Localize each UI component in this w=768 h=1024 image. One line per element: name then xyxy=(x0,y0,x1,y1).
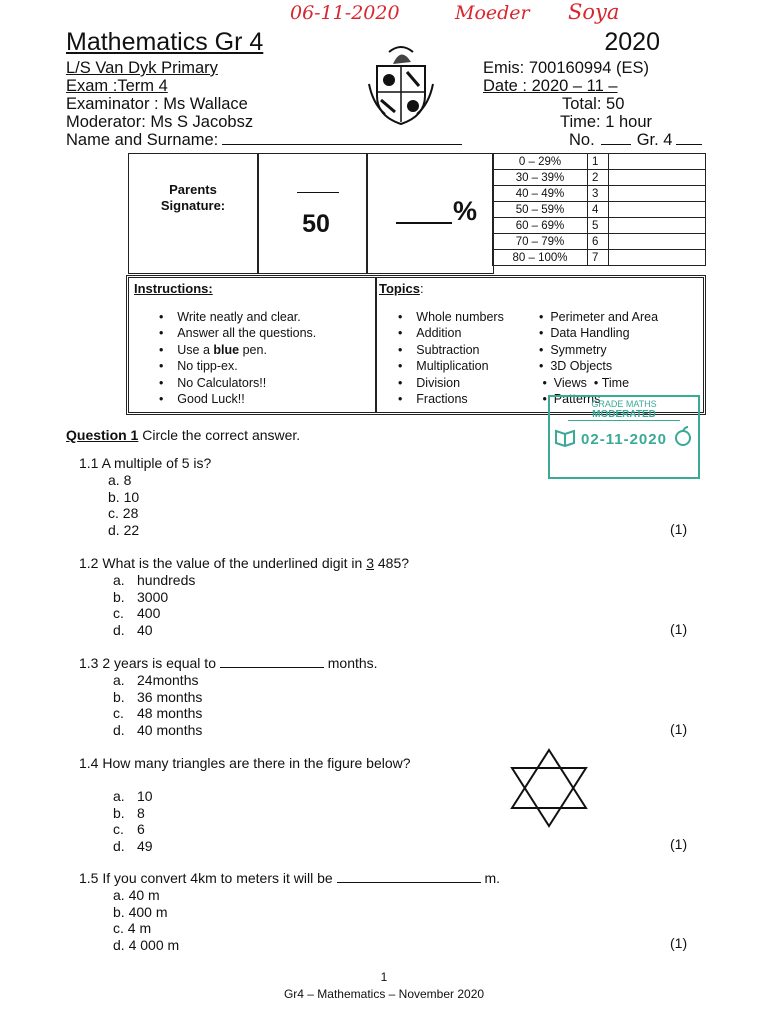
moderator: Moderator: Ms S Jacobsz xyxy=(66,113,254,131)
level-mark-cell xyxy=(609,186,706,202)
total-marks: Total: 50 xyxy=(562,95,625,113)
level-number: 6 xyxy=(588,234,609,250)
instructions-topics-box xyxy=(126,275,706,415)
option: c. 4 m xyxy=(113,920,152,937)
handwritten-moderator: Moeder xyxy=(455,2,530,24)
level-table xyxy=(492,153,706,266)
total-out-of: 50 xyxy=(302,210,330,238)
mark-1-2: (1) xyxy=(670,621,688,637)
option: c. 6 xyxy=(113,821,145,838)
exam-date: Date : 2020 – 11 – xyxy=(483,77,618,95)
options-1-4 xyxy=(113,788,153,854)
stamp-date: 02-11-2020 xyxy=(581,431,667,448)
level-number: 3 xyxy=(588,186,609,202)
stamp-label: MODERATED xyxy=(568,409,680,421)
question-1-3: 1.3 2 years is equal to months. xyxy=(79,655,378,671)
question-1-5: 1.5 If you convert 4km to meters it will be m. xyxy=(79,870,501,886)
option: d. 40 months xyxy=(113,721,203,738)
options-1-1 xyxy=(108,472,139,538)
level-range: 30 – 39% xyxy=(493,170,588,186)
list-item: • Division xyxy=(398,375,461,390)
list-item: • Views • Time xyxy=(539,375,630,390)
options-1-3 xyxy=(113,672,202,738)
options-1-2 xyxy=(113,572,195,638)
list-item: • Fractions xyxy=(398,392,468,407)
apple-icon xyxy=(672,425,694,447)
page-title: Mathematics Gr 4 xyxy=(66,28,264,56)
option: d. 49 xyxy=(113,837,153,854)
exam-time: Time: 1 hour xyxy=(560,113,653,131)
parents-signature-label: Parents Signature: xyxy=(160,182,226,213)
handwritten-date: 06-11-2020 xyxy=(290,2,400,24)
school-crest-logo xyxy=(367,44,435,126)
school-name: L/S Van Dyk Primary xyxy=(66,59,218,77)
instructions-list xyxy=(159,309,316,407)
table-row xyxy=(493,154,706,170)
level-mark-cell xyxy=(609,250,706,266)
option: b. 36 months xyxy=(113,688,203,705)
options-1-5 xyxy=(113,887,179,953)
list-item: • No tipp-ex. xyxy=(159,359,238,374)
table-row xyxy=(493,218,706,234)
list-item: • Multiplication xyxy=(398,359,489,374)
list-item: • Perimeter and Area xyxy=(539,310,659,324)
level-mark-cell xyxy=(609,170,706,186)
level-number: 2 xyxy=(588,170,609,186)
list-item: • Subtraction xyxy=(398,342,480,357)
level-range: 50 – 59% xyxy=(493,202,588,218)
option: d. 4 000 m xyxy=(113,936,180,953)
level-mark-cell xyxy=(609,218,706,234)
page-number: 1 xyxy=(380,970,388,984)
book-icon xyxy=(554,425,576,447)
list-item: • No Calculators!! xyxy=(159,375,267,390)
topics-heading: Topics: xyxy=(379,281,424,296)
table-row xyxy=(493,234,706,250)
percent-line xyxy=(396,222,452,224)
option: d. 40 xyxy=(113,621,153,638)
list-item: • Addition xyxy=(398,326,462,341)
list-item: • Answer all the questions. xyxy=(159,326,317,341)
topics-list-2 xyxy=(539,309,658,407)
list-item: • Good Luck!! xyxy=(159,392,245,407)
option: b. 8 xyxy=(113,804,145,821)
table-row xyxy=(493,202,706,218)
list-item: • Symmetry xyxy=(539,342,607,357)
exam-term: Exam :Term 4 xyxy=(66,77,168,95)
level-number: 1 xyxy=(588,154,609,170)
handwritten-signature: Soya xyxy=(568,0,620,24)
option: a. 10 xyxy=(113,788,153,804)
list-item: • 3D Objects xyxy=(539,359,613,374)
emis-number: Emis: 700160994 (ES) xyxy=(483,59,650,77)
table-row xyxy=(493,170,706,186)
option: a. 24months xyxy=(113,672,199,688)
option: c. 400 xyxy=(113,605,161,622)
question-1-2: 1.2 What is the value of the underlined digit in 3 485? xyxy=(79,555,410,571)
option: d. 22 xyxy=(108,521,140,538)
option: a. 8 xyxy=(108,472,132,488)
exam-year: 2020 xyxy=(604,28,660,56)
table-row xyxy=(493,186,706,202)
stamp-top-text: GRADE MATHS xyxy=(591,399,657,409)
level-number: 4 xyxy=(588,202,609,218)
question-heading: Question 1 Circle the correct answer. xyxy=(66,427,301,443)
instructions-heading: Instructions: xyxy=(134,281,213,296)
mark-1-4: (1) xyxy=(670,836,688,852)
level-number: 5 xyxy=(588,218,609,234)
examiner: Examinator : Ms Wallace xyxy=(66,95,248,113)
moderated-stamp xyxy=(548,395,700,479)
list-item: • Write neatly and clear. xyxy=(159,310,301,324)
topics-list-1 xyxy=(398,309,504,407)
list-item: • Data Handling xyxy=(539,326,630,341)
level-range: 0 – 29% xyxy=(493,154,588,170)
option: c. 48 months xyxy=(113,705,203,722)
level-number: 7 xyxy=(588,250,609,266)
level-range: 70 – 79% xyxy=(493,234,588,250)
list-item: • Patterns xyxy=(539,392,601,407)
level-range: 60 – 69% xyxy=(493,218,588,234)
level-mark-cell xyxy=(609,154,706,170)
percent-sign: % xyxy=(453,196,478,226)
level-mark-cell xyxy=(609,234,706,250)
level-range: 40 – 49% xyxy=(493,186,588,202)
list-item: • Whole numbers xyxy=(398,310,504,324)
star-of-david-figure xyxy=(508,748,590,828)
footer-text: Gr4 – Mathematics – November 2020 xyxy=(283,987,485,1001)
score-box xyxy=(128,153,494,274)
option: b. 10 xyxy=(108,488,140,505)
mark-1-5: (1) xyxy=(670,935,688,951)
table-row xyxy=(493,250,706,266)
level-mark-cell xyxy=(609,202,706,218)
option: b. 400 m xyxy=(113,903,168,920)
question-1-1: 1.1 A multiple of 5 is? xyxy=(79,455,212,471)
mark-1-3: (1) xyxy=(670,721,688,737)
score-line xyxy=(297,192,339,193)
option: b. 3000 xyxy=(113,588,169,605)
number-grade-row: No. Gr. 4 xyxy=(483,131,723,149)
option: a. hundreds xyxy=(113,572,196,588)
list-item: • Use a blue pen. xyxy=(159,342,267,357)
header-right xyxy=(483,59,723,149)
option: a. 40 m xyxy=(113,887,160,903)
question-1-4: 1.4 How many triangles are there in the figure below? xyxy=(79,755,411,771)
name-surname-label: Name and Surname: xyxy=(66,131,462,149)
option: c. 28 xyxy=(108,505,139,522)
mark-1-1: (1) xyxy=(670,521,688,537)
level-range: 80 – 100% xyxy=(493,250,588,266)
